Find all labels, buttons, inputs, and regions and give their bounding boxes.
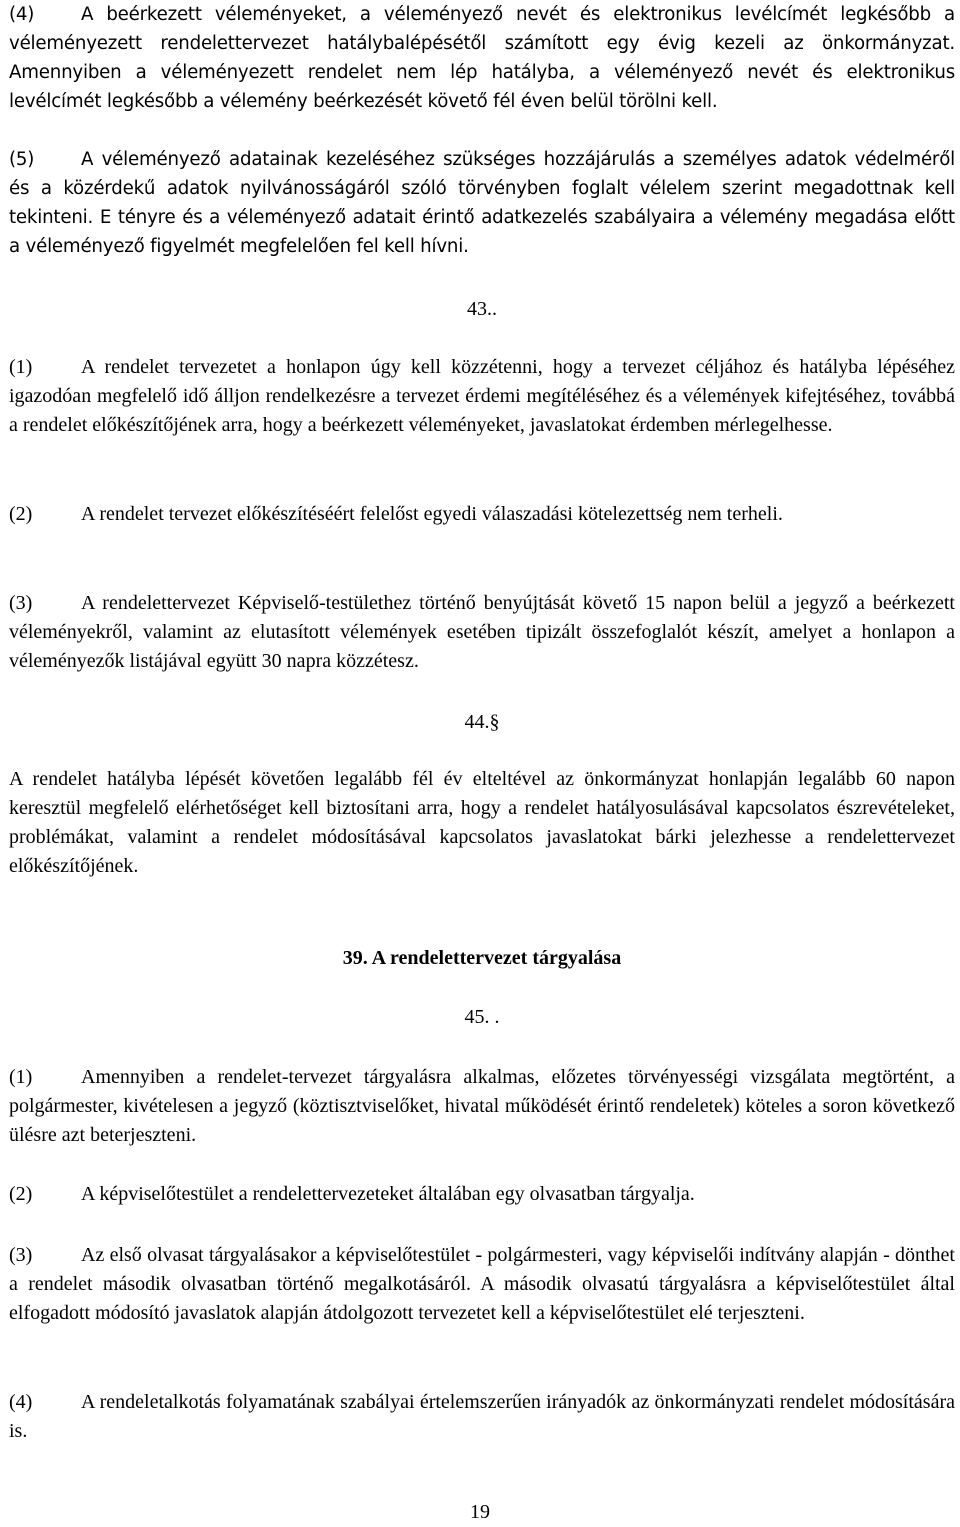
paragraph-45-1: [9, 1063, 955, 1150]
section-heading-43: 43..: [467, 298, 497, 320]
paragraph-text: A rendeletalkotás folyamatának szabályai értelemszerűen irányadók az önkormányzati rendelet módosítására is.: [9, 1391, 955, 1442]
section-heading-45: 45. .: [464, 1006, 500, 1028]
paragraph-number: (4): [9, 1391, 33, 1413]
paragraph-text: A képviselőtestület a rendelettervezeteket általában egy olvasatban tárgyalja.: [81, 1183, 695, 1205]
paragraph-42-4: [9, 0, 955, 116]
paragraph-43-1: [9, 353, 955, 440]
paragraph-text: A rendelet tervezet előkészítéséért felelőst egyedi válaszadási kötelezettség nem terheli.: [81, 503, 783, 525]
paragraph-number: (3): [9, 592, 33, 614]
paragraph-number: (1): [9, 356, 33, 378]
paragraph-42-5: [9, 145, 955, 261]
section-heading-44: 44.§: [464, 711, 500, 733]
paragraph-text: Az első olvasat tárgyalásakor a képviselőtestület - polgármesteri, vagy képviselői indítvány alapján - dönthet a rendelet második olvasatban történő megalkotásáról. A második olvasatú tárgyalásra a képviselőtestület által elfogadott módosító javaslatok alapján átdolgozott tervezetet kell a képviselőtestület elé terjeszteni.: [9, 1244, 955, 1324]
paragraph-number: (4): [9, 4, 35, 25]
paragraph-number: (5): [9, 149, 35, 170]
paragraph-text: A beérkezett véleményeket, a véleményező nevét és elektronikus levélcímét legkésőbb a véleményezett rendelettervezet hatálybalépésétől számított egy évig kezeli az önkormányzat. Amennyiben a véleményezett rendelet nem lép hatályba, a véleményező nevét és elektronikus levélcímét legkésőbb a vélemény beérkezését követő fél éven belül törölni kell.: [9, 4, 955, 112]
paragraph-number: (3): [9, 1244, 33, 1266]
paragraph-text: A véleményező adatainak kezeléséhez szükséges hozzájárulás a személyes adatok védelméről és a közérdekű adatok nyilvánosságáról szóló törvényben foglalt vélelem szerint megadottnak kell tekinteni. E tényre és a véleményező adatait érintő adatkezelés szabályaira a vélemény megadása előtt a véleményező figyelmét megfelelően fel kell hívni.: [9, 149, 955, 257]
paragraph-45-3: [9, 1241, 955, 1328]
paragraph-text: A rendelettervezet Képviselő-testülethez történő benyújtását követő 15 napon belül a jegyző a beérkezett véleményekről, valamint az elutasított vélemények esetében tipizált összefoglalót készít, amelyet a honlapon a véleményezők listájával együtt 30 napra közzétesz.: [9, 592, 955, 672]
paragraph-text: Amennyiben a rendelet-tervezet tárgyalásra alkalmas, előzetes törvényességi vizsgálata megtörtént, a polgármester, kivételesen a jegyző (köztisztviselőket, hivatal működését érintő rendeletek) köteles a soron következő ülésre azt beterjeszteni.: [9, 1066, 955, 1146]
paragraph-43-3: [9, 589, 955, 676]
paragraph-number: (2): [9, 503, 33, 525]
chapter-title: 39. A rendelettervezet tárgyalása: [342, 947, 622, 969]
paragraph-44: A rendelet hatályba lépését követően legalább fél év elteltével az önkormányzat honlapján legalább 60 napon keresztül megfelelő elérhetőséget kell biztosítani arra, hogy a rendelet hatályosulásával kapcsolatos észrevételeket, problémákat, valamint a rendelet módosításával kapcsolatos javaslatokat bárki jelezhesse a rendelettervezet előkészítőjének.: [9, 768, 955, 877]
page-number: 19: [470, 1501, 490, 1523]
paragraph-45-4: [9, 1388, 955, 1446]
paragraph-43-2: [9, 500, 955, 529]
paragraph-number: (1): [9, 1066, 33, 1088]
paragraph-text: A rendelet tervezetet a honlapon úgy kell közzétenni, hogy a tervezet céljához és hatályba lépéséhez igazodóan megfelelő idő álljon rendelkezésre a tervezet érdemi megítéléséhez és a vélemények kifejtéséhez, továbbá a rendelet előkészítőjének arra, hogy a beérkezett véleményeket, javaslatokat érdemben mérlegelhesse.: [9, 356, 955, 436]
paragraph-45-2: [9, 1180, 955, 1209]
paragraph-number: (2): [9, 1183, 33, 1205]
